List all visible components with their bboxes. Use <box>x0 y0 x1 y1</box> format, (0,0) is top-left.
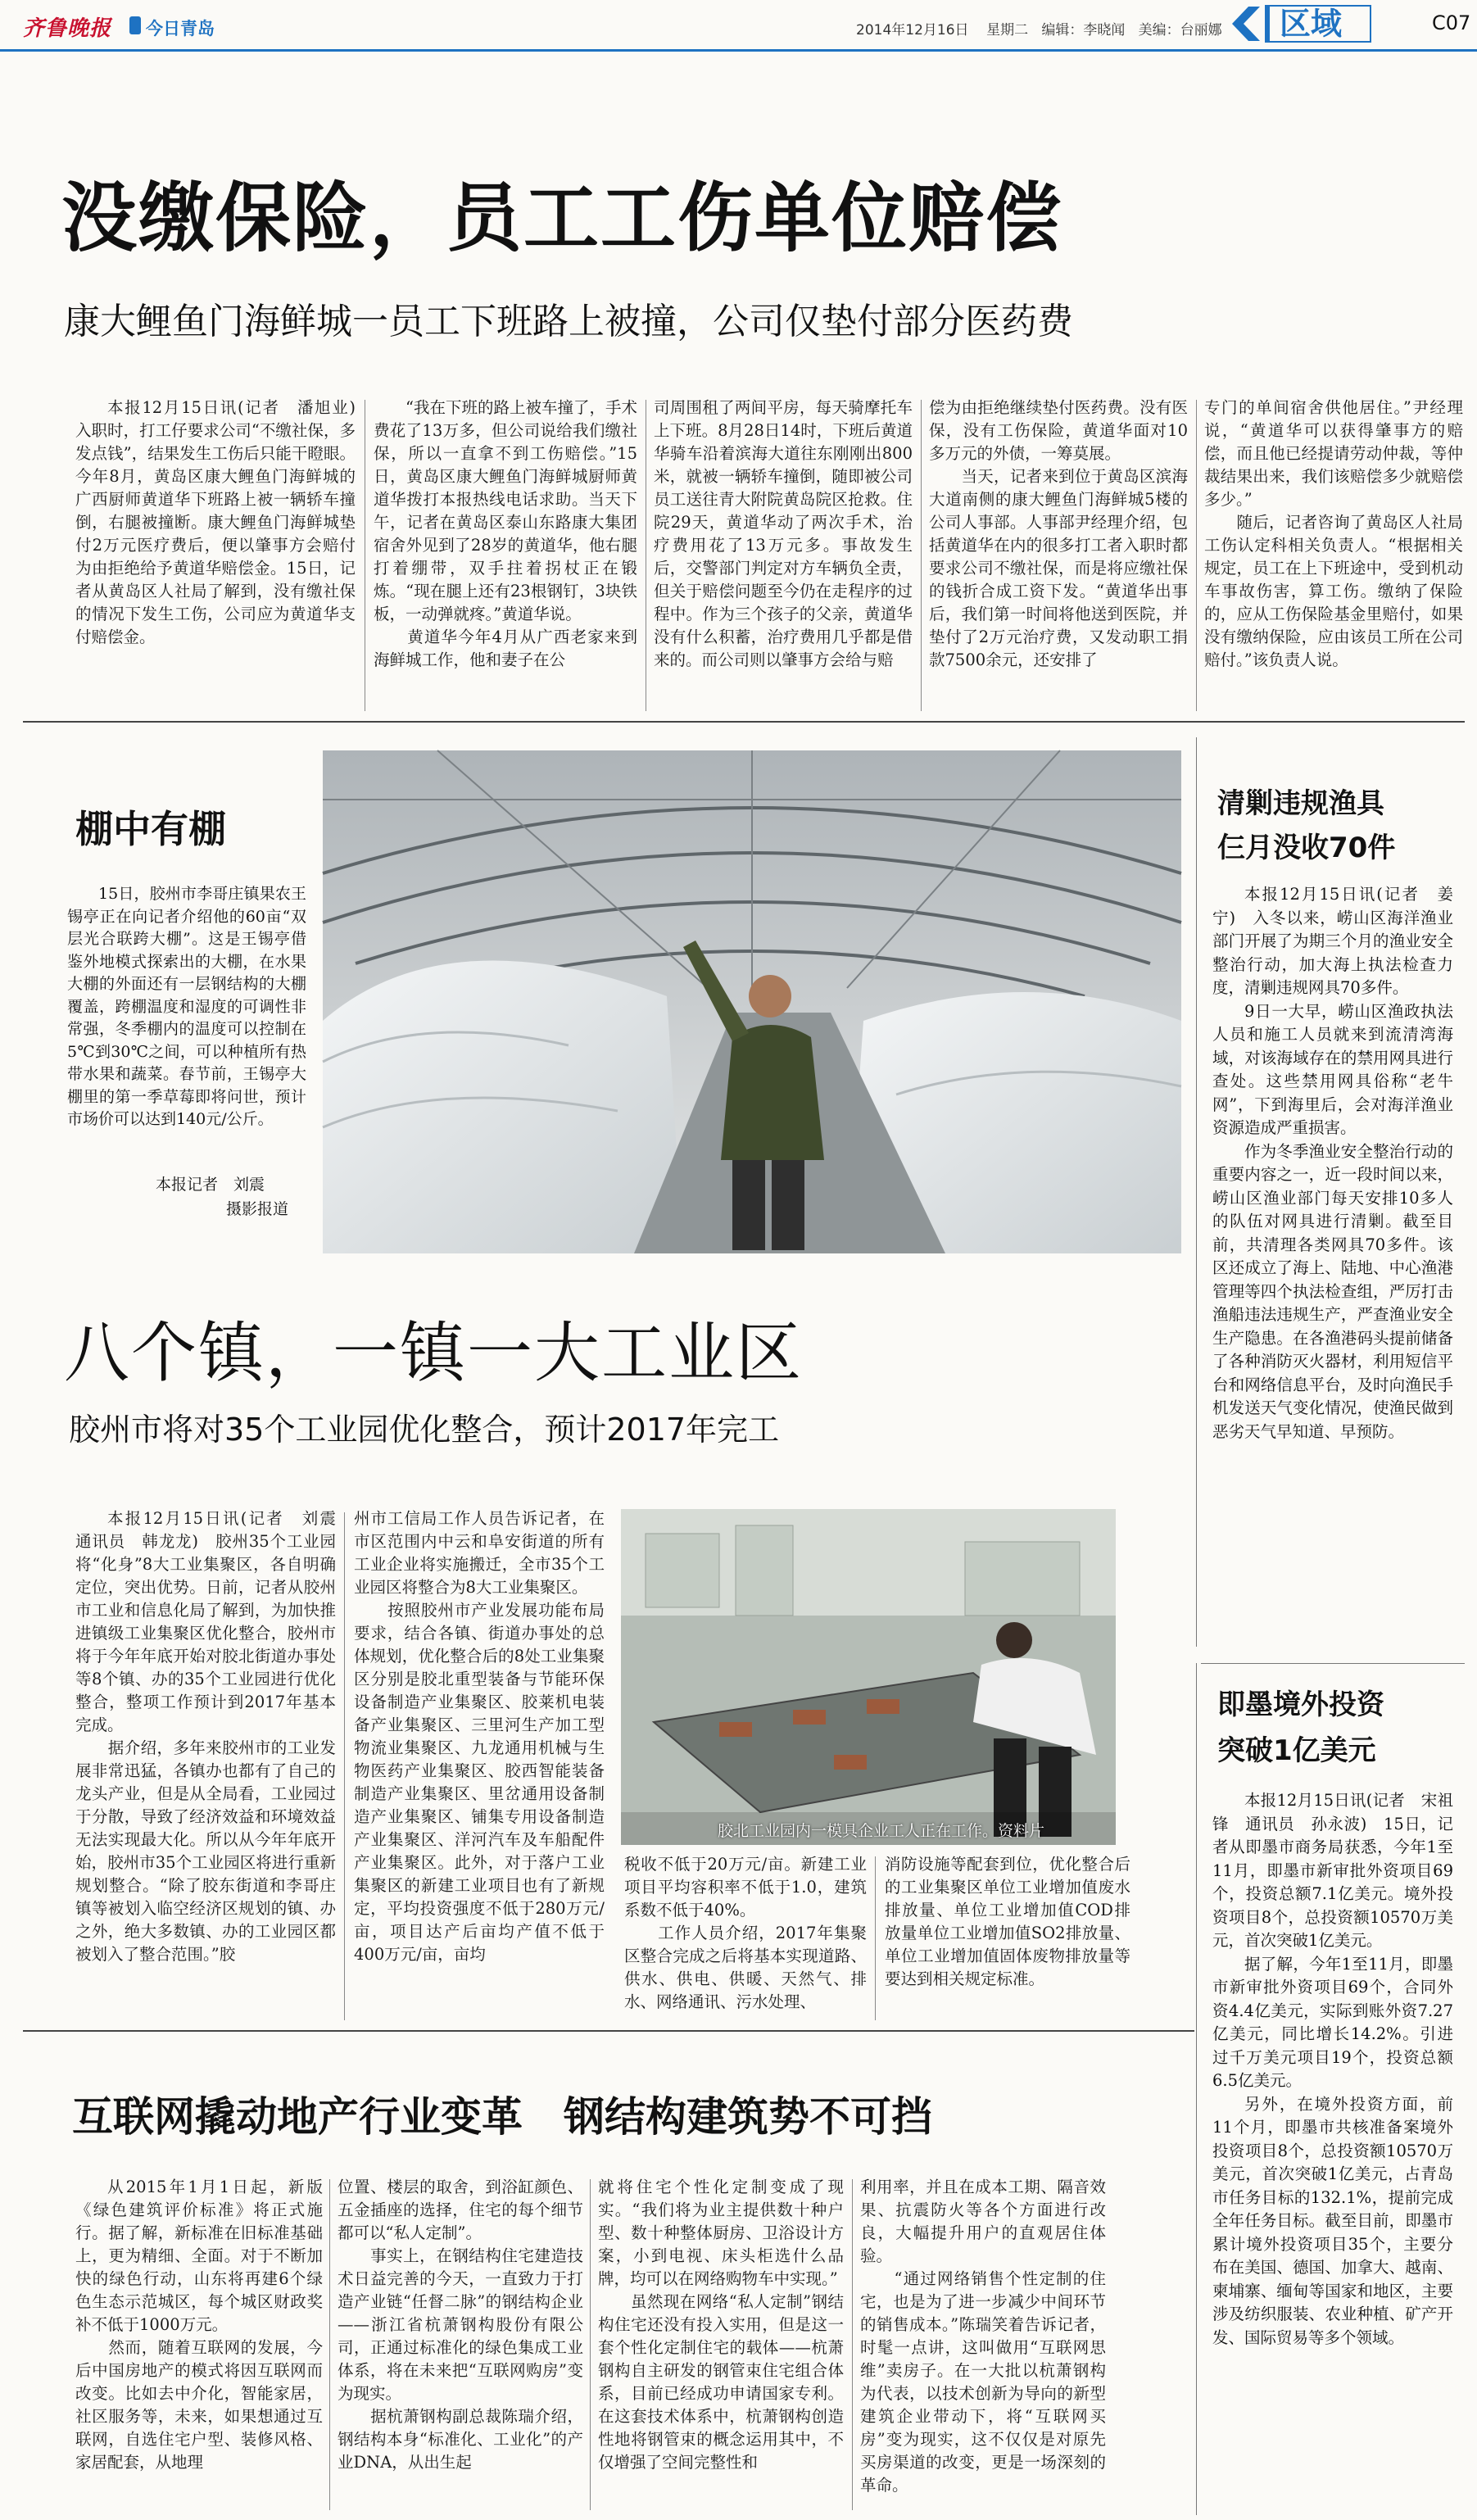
story4-col-4-text: 消防设施等配套到位，优化整合后的工业集聚区单位工业增加值废水排放量、单位工业增加值COD排放量单位工业增加值SO2排放量、单位工业增加值固体废物排放量等要达到相关规定标准。 <box>885 1855 1130 1988</box>
story5-headline: 即墨境外投资 <box>1217 1688 1384 1721</box>
story2-headline: 棚中有棚 <box>75 807 226 851</box>
newspaper-logo: 齐鲁晚报 <box>23 16 112 41</box>
story5-headline-2: 突破1亿美元 <box>1217 1734 1376 1767</box>
story5-body <box>1212 1789 1453 2510</box>
editor-credit: 编辑：李晓闻 <box>1041 22 1126 39</box>
story1-col-2-text: “我在下班的路上被车撞了，手术费花了13万多，但公司说给我们缴社保，所以一直拿不到工伤赔偿。”15日，黄岛区康大鲤鱼门海鲜城厨师黄道华拨打本报热线电话求助。当天下午，记者在黄岛区泰山东路康大集团宿舍外见到了28岁的黄道华，他右腿打着绷带，双手拄着拐杖正在锻炼。“现在腿上还有23根钢钉，3块铁板，一动弹就疼。”黄道华说。 黄道华今年4月从广西老家来到海鲜城工作，他和妻子在公 <box>374 398 637 669</box>
story4-col-3 <box>624 1853 867 2024</box>
issue-date: 2014年12月16日 <box>856 22 969 39</box>
story1-col-3 <box>654 397 913 713</box>
divider-right <box>1201 1663 1465 1664</box>
factory-photo-art <box>621 1509 1116 1845</box>
story1-col-5-text: 专门的单间宿舍供他居住。”尹经理说，“黄道华可以获得肇事方的赔偿，而且他已经提请劳动仲裁，等仲裁结果出来，我们该赔偿多少就赔偿多少。” 随后，记者咨询了黄岛区人社局工伤认定科相关负责人。“根据相关规定，员工在上下班途中，受到机动车事故伤害，算工伤。缴纳了保险的，应从工伤保险基金里赔付，如果没有缴纳保险，应由该员工所在公司赔付。”该负责人说。 <box>1204 398 1463 669</box>
section-badge <box>1229 5 1425 44</box>
story1-col-3-text: 司周围租了两间平房，每天骑摩托车上下班。8月28日14时，下班后黄道华骑车沿着滨海大道往东刚刚出800米，就被一辆轿车撞倒，随即被公司员工送往青大附院黄岛院区抢救。住院29天，黄道华动了两次手术，治疗费用花了13万元多。事故发生后，交警部门判定对方车辆负全责，但关于赔偿问题至今仍在走程序的过程中。作为三个孩子的父亲，黄道华没有什么积蓄，治疗费用几乎都是借来的。而公司则以肇事方会给与赔 <box>654 398 913 669</box>
story3-para-2: 9日一大早，崂山区渔政执法人员和施工人员就来到流清湾海域，对该海域存在的禁用网具进行查处。这些禁用网具俗称“老牛网”，下到海里后，会对海洋渔业资源造成严重损害。 <box>1212 1001 1453 1137</box>
story5-para-1: 本报12月15日讯(记者 宋祖锋 通讯员 孙永波) 15日，记者从即墨市商务局获悉，今年1至11月，即墨市新审批外资项目69个，投资总额7.1亿美元。境外投资项目8个，总投资额10570万美元，首次突破1亿美元。 <box>1212 1791 1453 1950</box>
story2-caption-text: 15日，胶州市李哥庄镇果农王锡亭正在向记者介绍他的60亩“双层光合联跨大棚”。这是王锡亭借鉴外地模式探索出的大棚，在水果大棚的外面还有一层钢结构的大棚覆盖，跨棚温度和湿度的可调性非常强，冬季棚内的温度可以控制在5℃到30℃之间，可以种植所有热带水果和蔬菜。春节前，王锡亭大棚里的第一季草莓即将问世，预计市场价可以达到140元/公斤。 <box>67 885 306 1128</box>
story1-col-1 <box>75 397 372 713</box>
story5-para-2: 据了解，今年1至11月，即墨市新审批外资项目69个，合同外资4.4亿美元，实际到账外资7.27亿美元，同比增长14.2%。引进过千万美元项目19个，投资总额6.5亿美元。 <box>1212 1954 1453 2090</box>
issue-info <box>856 18 1222 39</box>
greenhouse-photo-art <box>323 750 1181 1253</box>
section-name: 区域 <box>1280 6 1343 42</box>
story6-col-3 <box>598 2176 844 2515</box>
story5-para-3: 另外，在境外投资方面，前11个月，即墨市共核准备案境外投资项目8个，总投资额10570万美元，首次突破1亿美元，占青岛市任务目标的132.1%，提前完成全年任务目标。截至目前，即墨市累计境外投资项目35个，主要分布在美国、德国、加拿大、越南、柬埔寨、缅甸等国家和地区，主要涉及纺织服装、农业种植、矿产开发、国际贸易等多个领域。 <box>1212 2094 1453 2347</box>
story3-para-3: 作为冬季渔业安全整治行动的重要内容之一，近一段时间以来，崂山区渔业部门每天安排10多人的队伍对网具进行清剿。截至目前，共清理各类网具70多件。该区还成立了海上、陆地、中心渔港管理等四个执法检查组，严厉打击渔船违法违规生产，严查渔业安全生产隐患。在各渔港码头提前储备了各种消防灭火器材，利用短信平台和网络信息平台，及时向渔民手机发送天气变化情况，使渔民做到恶劣天气早知道、早预防。 <box>1212 1141 1453 1441</box>
story6-col-3-text: 就将住宅个性化定制变成了现实。“我们将为业主提供数十种户型、数十种整体厨房、卫浴设计方案，小到电视、床头柜选什么品牌，均可以在网络购物车中实现。” 虽然现在网络“私人定制”钢结构住宅还没有投入实用，但是这一套个性化定制住宅的载体——杭萧钢构自主研发的钢管束住宅组合体系，目前已经成功申请国家专利。在这套技术体系中，杭萧钢构创造性地将钢管束的概念运用其中，不仅增强了空间完整性和 <box>598 2178 844 2472</box>
story6-headline: 互联网撬动地产行业变革 钢结构建筑势不可挡 <box>72 2093 932 2141</box>
story4-col-2 <box>354 1507 605 2024</box>
story6-col-1-text: 从2015年1月1日起，新版《绿色建筑评价标准》将正式施行。据了解，新标准在旧标准基础上，更为精细、全面。对于不断加快的绿色行动，山东将再建6个绿色生态示范城区，每个城区财政奖补不低于1000万元。 然而，随着互联网的发展，今后中国房地产的模式将因互联网而改变。比如去中介化，智能家居，社区服务等，未来，如果想通过互联网，自选住宅户型、装修风格、家居配套，从地理 <box>75 2178 323 2472</box>
story4-col-1-text: 本报12月15日讯(记者 刘震 通讯员 韩龙龙) 胶州35个工业园将“化身”8大工业集聚区，各自明确定位，突出优势。日前，记者从胶州市工业和信息化局了解到，为加快推进镇级工业集聚区优化整合，胶州市将于今年年底开始对胶北街道办事处等8个镇、办的35个工业园进行优化整合，整项工作预计到2017年基本完成。 据介绍，多年来胶州市的工业发展非常迅猛，各镇办也都有了自己的龙头产业，但是从全局看，工业园过于分散，导致了经济效益和环境效益无法实现最大化。所以从今年年底开始，胶州市35个工业园区将进行重新规划整合。“除了胶东街道和李哥庄镇等被划入临空经济区规划的镇、办之外，绝大多数镇、办的工业园区都被划入了整合范围。”胶 <box>75 1509 352 1964</box>
story6-col-2 <box>338 2176 583 2515</box>
story1-subheadline: 康大鲤鱼门海鲜城一员工下班路上被撞，公司仅垫付部分医药费 <box>64 301 1073 342</box>
masthead-rule <box>0 49 1477 52</box>
story2-greenhouse-photo <box>323 750 1181 1253</box>
story1-col-1-text: 本报12月15日讯(记者 潘旭业) 入职时，打工仔要求公司“不缴社保，多发点钱”，结果发生工伤后只能干瞪眼。今年8月，黄岛区康大鲤鱼门海鲜城的广西厨师黄道华下班路上被一辆轿车撞倒，右腿被撞断。康大鲤鱼门海鲜城垫付2万元医疗费后，便以肇事方会赔付为由拒绝给予黄道华赔偿金。15日，记者从黄岛区人社局了解到，没有缴社保的情况下发生工伤，公司应为黄道华支付赔偿金。 <box>75 398 372 646</box>
divider-2 <box>23 2030 1194 2032</box>
story3-headline-2: 仨月没收70件 <box>1217 832 1396 864</box>
story6-col-4-text: 利用率，并且在成本工期、隔音效果、抗震防火等各个方面进行改良，大幅提升用户的直观居住体验。 “通过网络销售个性定制的住宅，也是为了进一步减少中间环节的销售成本。”陈瑞笑着告诉记者，时髦一点讲，这叫做用“互联网思维”卖房子。在一大批以杭萧钢构为代表，以技术创新为导向的新型建筑企业带动下，将“互联网买房”变为现实，这不仅仅是对原先买房渠道的改变，更是一场深刻的革命。 <box>860 2178 1106 2495</box>
designer-credit: 美编：台丽娜 <box>1138 22 1222 39</box>
story1-col-4 <box>929 397 1188 713</box>
story2-caption <box>67 883 306 1162</box>
story4-subheadline: 胶州市将对35个工业园优化整合，预计2017年完工 <box>69 1412 780 1448</box>
story4-col-2-text: 州市工信局工作人员告诉记者，在市区范围内中云和阜安街道的所有工业企业将实施搬迁，全市35个工业园区将整合为8大工业集聚区。 按照胶州市产业发展功能布局要求，结合各镇、街道办事处的总体规划，优化整合后的8处工业集聚区分别是胶北重型装备与节能环保设备制造产业集聚区、胶莱机电装备产业集聚区、三里河生产加工型物流业集聚区、九龙通用机械与生物医药产业集聚区、胶西智能装备制造产业集聚区、里岔通用设备制造产业集聚区、铺集专用设备制造产业集聚区、洋河汽车及车船配件产业集聚区。此外，对于落户工业集聚区的新建工业项目也有了新规定，平均投资强度不低于280万元/亩，项目达产后亩均产值不低于400万元/亩，亩均 <box>354 1509 605 1964</box>
story1-col-5 <box>1204 397 1463 713</box>
story3-para-1: 本报12月15日讯(记者 姜宁) 入冬以来，崂山区海洋渔业部门开展了为期三个月的渔业安全整治行动，加大海上执法检查力度，清剿违规网具70多件。 <box>1212 885 1453 997</box>
section-tag: 今日青岛 <box>146 19 215 39</box>
masthead <box>0 0 1477 49</box>
story3-headline: 清剿违规渔具 <box>1217 787 1384 820</box>
factory-photo-caption: 胶北工业园内一模具企业工人正在工作。资料片 <box>718 1822 1045 1840</box>
issue-weekday: 星期二 <box>986 22 1029 39</box>
story4-col-3-text: 税收不低于20万元/亩。新建工业项目平均容积率不低于1.0，建筑系数不低于40%。 工作人员介绍，2017年集聚区整合完成之后将基本实现道路、供水、供电、供暖、天然气、排水、网络通讯、污水处理、 <box>624 1855 867 2011</box>
story4-factory-photo <box>621 1509 1116 1845</box>
divider-1 <box>23 721 1465 723</box>
story4-col-4 <box>885 1853 1130 2024</box>
story4-headline: 八个镇，一镇一大工业区 <box>64 1315 803 1391</box>
story1-headline: 没缴保险，员工工伤单位赔偿 <box>61 174 1063 262</box>
story6-col-2-text: 位置、楼层的取舍，到浴缸颜色、五金插座的选择，住宅的每个细节都可以“私人定制”。 事实上，在钢结构住宅建造技术日益完善的今天，一直致力于打造产业链“任督二脉”的钢结构企业——浙江省杭萧钢构股份有限公司，正通过标准化的绿色集成工业体系，将在未来把“互联网购房”变为现实。 据杭萧钢构副总裁陈瑞介绍，钢结构本身“标准化、工业化”的产业DNA，从出生起 <box>338 2178 583 2472</box>
story3-body <box>1212 883 1453 1652</box>
page-number: C07 <box>1432 11 1471 34</box>
story1-col-2 <box>374 397 637 713</box>
story6-col-4 <box>860 2176 1106 2515</box>
story4-col-1 <box>75 1507 352 2024</box>
story2-credit-2: 摄影报道 <box>226 1200 289 1218</box>
story1-col-4-text: 偿为由拒绝继续垫付医药费。没有医保，没有工伤保险，黄道华面对10多万元的外债，一筹莫展。 当天，记者来到位于黄岛区滨海大道南侧的康大鲤鱼门海鲜城5楼的公司人事部。人事部尹经理介绍，包括黄道华在内的很多打工者入职时都要求公司不缴社保，而是将应缴社保的钱折合成工资下发。“黄道华出事后，我们第一时间将他送到医院，并垫付了2万元治疗费，又发动职工捐款7500余元，还安排了 <box>929 398 1188 669</box>
story6-col-1 <box>75 2176 323 2515</box>
story2-credit-1: 本报记者 刘震 <box>156 1176 265 1194</box>
chevron-icon <box>1229 5 1262 43</box>
section-tag-icon <box>129 16 141 34</box>
